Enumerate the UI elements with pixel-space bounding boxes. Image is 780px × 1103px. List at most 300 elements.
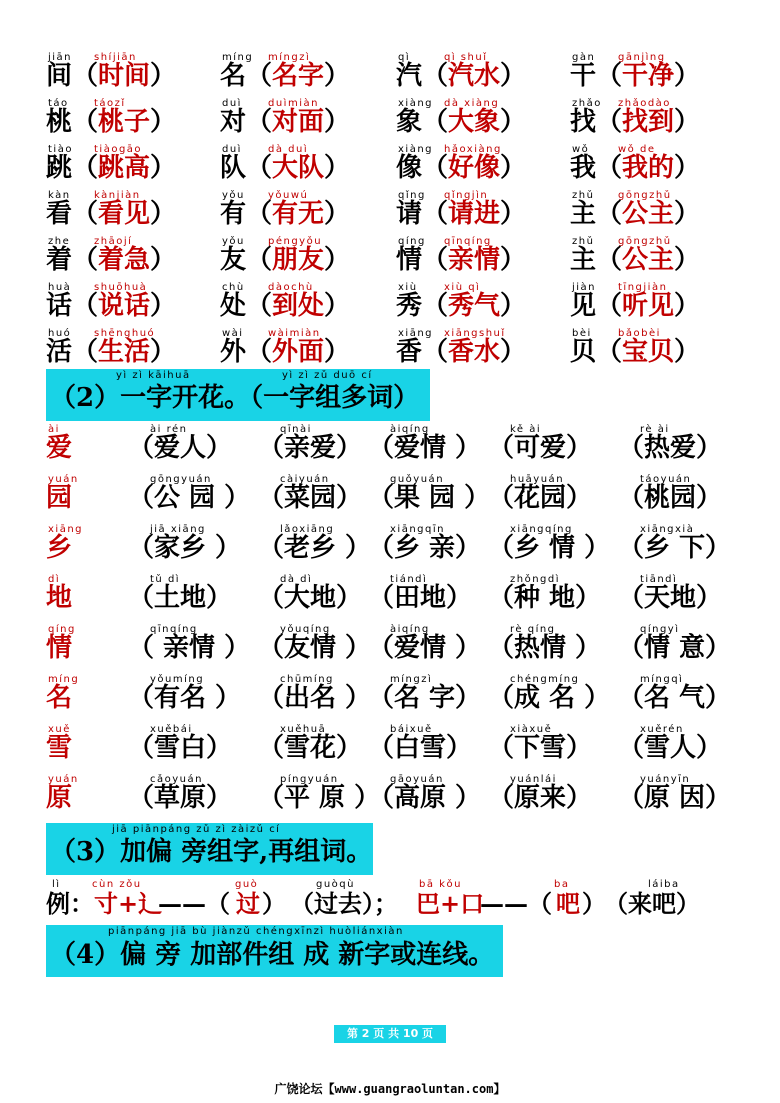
compound-pinyin: jiā xiāng	[150, 524, 206, 535]
paren-open: （	[596, 107, 623, 137]
paren-close: ）	[674, 107, 701, 137]
paren-close: ）	[324, 153, 351, 183]
word-pinyin: shēnghuó	[94, 328, 156, 339]
headword	[46, 524, 106, 568]
char: 秀	[396, 291, 423, 321]
paren-open: （	[246, 199, 273, 229]
compound-pinyin: xiāngqīn	[390, 524, 445, 535]
compound-word	[488, 674, 618, 718]
paren-open: （	[72, 107, 99, 137]
char-pinyin: wài	[222, 328, 244, 339]
word-pair	[220, 52, 395, 96]
paren-close: ）	[324, 199, 351, 229]
word	[422, 107, 526, 137]
paren-close: ）	[500, 245, 527, 275]
paren-open: （	[596, 337, 623, 367]
word-pair	[396, 98, 571, 142]
compound-pinyin: xuěrén	[640, 724, 684, 735]
compound-text: （家乡 ）	[128, 533, 242, 563]
paren-open: （	[596, 245, 623, 275]
headword	[46, 424, 106, 468]
word-pair	[46, 52, 221, 96]
compound-pinyin: cǎoyuán	[150, 774, 203, 785]
headword-char: 爱	[46, 433, 73, 463]
word-text: 到处	[272, 291, 325, 321]
compound-pinyin: xuěbái	[150, 724, 193, 735]
word-pinyin: tīngjiàn	[618, 282, 668, 293]
word	[246, 245, 350, 275]
word-pinyin: wàimiàn	[268, 328, 321, 339]
char-pinyin: xiù	[398, 282, 418, 293]
word	[246, 153, 350, 183]
compound-text: （白雪）	[368, 733, 473, 763]
word-pair	[396, 52, 571, 96]
compound-text: （草原）	[128, 783, 233, 813]
char: 贝	[570, 337, 597, 367]
word	[596, 291, 700, 321]
word-pinyin: dà xiàng	[444, 98, 500, 109]
compound-text: （雪花）	[258, 733, 363, 763]
example-parts-d: 巴+口	[416, 889, 485, 918]
compound-word	[368, 674, 498, 718]
word	[72, 199, 176, 229]
word-pair	[46, 236, 221, 280]
compound-word	[618, 474, 748, 518]
compound-pinyin: rè qíng	[510, 624, 556, 635]
word-pair	[220, 190, 395, 234]
char-pinyin: yǒu	[222, 190, 245, 201]
word-pinyin: xiù qì	[444, 282, 481, 293]
word-pinyin: hǎoxiàng	[444, 144, 502, 155]
char-pinyin: xiāng	[398, 328, 434, 339]
paren-close: ）	[500, 153, 527, 183]
word	[246, 61, 350, 91]
compound-pinyin: dà dì	[280, 574, 313, 585]
word-text: 香水	[448, 337, 501, 367]
paren-close: ）	[324, 291, 351, 321]
word	[596, 61, 700, 91]
headword	[46, 724, 106, 768]
paren-close: ）	[500, 107, 527, 137]
word-text: 对面	[272, 107, 325, 137]
compound-text: （老乡 ）	[258, 533, 372, 563]
paren-close: ）	[324, 107, 351, 137]
compound-word	[488, 774, 618, 818]
word-pair	[46, 190, 221, 234]
headword-pinyin: xuě	[48, 724, 71, 735]
compound-pinyin: chūmíng	[280, 674, 334, 685]
word-text: 朋友	[272, 245, 325, 275]
compound-word	[368, 774, 498, 818]
paren-open: （	[246, 337, 273, 367]
compound-text: （爱情 ）	[368, 433, 482, 463]
compound-word	[368, 424, 498, 468]
word-pinyin: wǒ de	[618, 144, 656, 155]
paren-open: （	[596, 199, 623, 229]
char: 情	[396, 245, 423, 275]
paren-close: ）	[150, 61, 177, 91]
paren-close: ）	[674, 245, 701, 275]
compound-text: （果 园 ）	[368, 483, 491, 513]
compound-word	[488, 524, 618, 568]
compound-pinyin: guǒyuán	[390, 474, 445, 485]
char: 看	[46, 199, 73, 229]
word	[596, 153, 700, 183]
paren-open: （	[422, 107, 449, 137]
compound-pinyin: míngqì	[640, 674, 684, 685]
paren-close: ）	[674, 291, 701, 321]
word	[72, 291, 176, 321]
compound-text: （友情 ）	[258, 633, 372, 663]
compound-text: （平 原 ）	[258, 783, 381, 813]
word-pinyin: dàochù	[268, 282, 314, 293]
headword-pinyin: ài	[48, 424, 60, 435]
word-pinyin: péngyǒu	[268, 236, 323, 247]
word-pinyin: táozǐ	[94, 98, 126, 109]
headword-pinyin: dì	[48, 574, 61, 585]
compound-text: （雪白）	[128, 733, 233, 763]
example-parts-a: 寸+辶	[94, 889, 163, 918]
paren-close: ）	[324, 245, 351, 275]
compound-pinyin: kě ài	[510, 424, 542, 435]
word-pinyin: gānjìng	[618, 52, 666, 63]
compound-word	[618, 624, 748, 668]
char: 我	[570, 153, 597, 183]
compound-word	[128, 474, 258, 518]
word	[422, 199, 526, 229]
footer	[0, 1080, 780, 1097]
char-pinyin: zhǔ	[572, 190, 595, 201]
compound-text: （有名 ）	[128, 683, 242, 713]
paren-close: ）	[674, 153, 701, 183]
compound-text: （乡 亲）	[368, 533, 482, 563]
word-pair	[220, 282, 395, 326]
word-pinyin: dà duì	[268, 144, 309, 155]
compound-word	[488, 424, 618, 468]
word-pinyin: tiàogāo	[94, 144, 143, 155]
word-text: 看见	[98, 199, 151, 229]
word-pinyin: shuōhuà	[94, 282, 148, 293]
example-result-b: 过	[236, 889, 260, 918]
headword-pinyin: xiāng	[48, 524, 84, 535]
compound-pinyin: lǎoxiāng	[280, 524, 335, 535]
word-text: 汽水	[448, 61, 501, 91]
section2-title-band	[46, 369, 430, 421]
compound-text: （情 意）	[618, 633, 732, 663]
word-text: 听见	[622, 291, 675, 321]
compound-word	[488, 474, 618, 518]
headword-char: 乡	[46, 533, 73, 563]
word-pair	[46, 144, 221, 188]
char: 香	[396, 337, 423, 367]
word-pinyin: qì shuǐ	[444, 52, 488, 63]
compound-pinyin: qīnài	[280, 424, 312, 435]
char-pinyin: qǐng	[398, 190, 426, 201]
word-pinyin: zhāojí	[94, 236, 133, 247]
word-pinyin: qīnqíng	[444, 236, 492, 247]
compound-pinyin: yǒuqíng	[280, 624, 331, 635]
char-pinyin: táo	[48, 98, 69, 109]
paren-close: ）	[150, 107, 177, 137]
paren-close: ）	[674, 199, 701, 229]
word-text: 跳高	[98, 153, 151, 183]
word	[246, 337, 350, 367]
paren-open: （	[246, 291, 273, 321]
paren-close: ）	[500, 61, 527, 91]
word	[72, 245, 176, 275]
compound-pinyin: tiándì	[390, 574, 428, 585]
example-word-c: （过去）；	[290, 889, 398, 918]
char-pinyin: huà	[48, 282, 72, 293]
section3-title: （3）加偏 旁组字,再组词。	[50, 837, 373, 867]
compound-text: （亲爱）	[258, 433, 363, 463]
example-pinyin-d: bā kǒu	[419, 879, 462, 890]
compound-text: （下雪）	[488, 733, 593, 763]
word-pair	[220, 144, 395, 188]
char-pinyin: zhe	[48, 236, 71, 247]
char: 找	[570, 107, 597, 137]
paren-close: ）	[150, 337, 177, 367]
compound-word	[128, 574, 258, 618]
compound-pinyin: gāoyuán	[390, 774, 444, 785]
paren-close: ）	[150, 153, 177, 183]
paren-open: （	[596, 61, 623, 91]
compound-text: （出名 ）	[258, 683, 372, 713]
section3-title-band	[46, 823, 373, 875]
section4-title-band	[46, 925, 503, 977]
word-text: 秀气	[448, 291, 501, 321]
paren-close: ）	[150, 245, 177, 275]
compound-pinyin: yǒumíng	[150, 674, 205, 685]
example-close-1: ）	[262, 889, 286, 918]
example-dash-2: ——（	[480, 889, 552, 918]
compound-text: （ 亲情 ）	[128, 633, 251, 663]
char-pinyin: bèi	[572, 328, 592, 339]
word-text: 公主	[622, 199, 675, 229]
word-pinyin: gōngzhǔ	[618, 236, 672, 247]
footer-url[interactable]: www.guangraoluntan.com	[334, 1082, 494, 1096]
word	[596, 107, 700, 137]
headword-char: 名	[46, 683, 73, 713]
compound-text: （高原 ）	[368, 783, 482, 813]
paren-open: （	[72, 199, 99, 229]
compound-word	[368, 474, 498, 518]
char-pinyin: huó	[48, 328, 72, 339]
paren-close: ）	[324, 61, 351, 91]
compound-text: （名 气）	[618, 683, 732, 713]
char: 名	[220, 61, 247, 91]
compound-text: （爱情 ）	[368, 633, 482, 663]
word	[596, 337, 700, 367]
example-word-f: （来吧）	[604, 889, 700, 918]
char: 请	[396, 199, 423, 229]
word	[422, 291, 526, 321]
word-text: 大队	[272, 153, 325, 183]
section3-title-pinyin: jiā piānpáng zǔ zì zàizǔ cí	[112, 824, 281, 835]
paren-open: （	[422, 61, 449, 91]
paren-open: （	[72, 153, 99, 183]
compound-text: （成 名 ）	[488, 683, 611, 713]
compound-text: （乡 情 ）	[488, 533, 611, 563]
word	[596, 245, 700, 275]
paren-open: （	[422, 153, 449, 183]
compound-text: （名 字）	[368, 683, 482, 713]
char-pinyin: xiàng	[398, 144, 434, 155]
footer-end: 】	[493, 1082, 506, 1096]
word-pair	[570, 52, 745, 96]
compound-pinyin: báixuě	[390, 724, 433, 735]
example-pinyin-f: láiba	[648, 879, 680, 890]
paren-open: （	[422, 291, 449, 321]
compound-text: （爱人）	[128, 433, 233, 463]
char: 主	[570, 199, 597, 229]
char: 队	[220, 153, 247, 183]
compound-pinyin: rè ài	[640, 424, 670, 435]
paren-open: （	[422, 337, 449, 367]
char-pinyin: chù	[222, 282, 245, 293]
char: 像	[396, 153, 423, 183]
compound-word	[128, 774, 258, 818]
example-label: 例：	[46, 889, 94, 918]
compound-text: （大地）	[258, 583, 363, 613]
headword-pinyin: yuán	[48, 474, 79, 485]
footer-site: 广饶论坛【	[274, 1082, 335, 1096]
compound-word	[618, 724, 748, 768]
headword-pinyin: qíng	[48, 624, 76, 635]
headword	[46, 674, 106, 718]
word-pair	[570, 144, 745, 188]
compound-word	[618, 524, 748, 568]
char: 处	[220, 291, 247, 321]
word-pinyin: shíjiān	[94, 52, 137, 63]
compound-word	[128, 624, 258, 668]
compound-word	[128, 724, 258, 768]
compound-pinyin: yuánlái	[510, 774, 557, 785]
char: 有	[220, 199, 247, 229]
compound-word	[618, 674, 748, 718]
paren-open: （	[596, 153, 623, 183]
char: 活	[46, 337, 73, 367]
compound-word	[368, 724, 498, 768]
example-dash-1: ——（	[158, 889, 230, 918]
compound-text: （原来）	[488, 783, 593, 813]
headword	[46, 474, 106, 518]
word-text: 名字	[272, 61, 325, 91]
headword-char: 地	[46, 583, 73, 613]
compound-pinyin: tǔ dì	[150, 574, 181, 585]
compound-word	[488, 574, 618, 618]
compound-pinyin: qīnqíng	[150, 624, 198, 635]
compound-pinyin: àiqíng	[390, 624, 430, 635]
compound-word	[128, 424, 258, 468]
compound-word	[618, 424, 748, 468]
word-pair	[46, 98, 221, 142]
char: 干	[570, 61, 597, 91]
compound-text: （天地）	[618, 583, 723, 613]
char: 间	[46, 61, 73, 91]
paren-close: ）	[324, 337, 351, 367]
paren-open: （	[72, 337, 99, 367]
word-text: 生活	[98, 337, 151, 367]
word	[246, 107, 350, 137]
headword-pinyin: yuán	[48, 774, 79, 785]
word-pair	[396, 190, 571, 234]
word-pinyin: kànjiàn	[94, 190, 141, 201]
word-pair	[46, 328, 221, 372]
paren-close: ）	[150, 291, 177, 321]
word-pair	[396, 282, 571, 326]
word-pair	[220, 236, 395, 280]
compound-word	[368, 524, 498, 568]
section2-title-pinyin-a: yì zì kāihuā	[116, 370, 191, 381]
word-pinyin: yǒuwú	[268, 190, 309, 201]
char-pinyin: jiān	[48, 52, 73, 63]
word	[422, 245, 526, 275]
char-pinyin: qíng	[398, 236, 426, 247]
char-pinyin: tiào	[48, 144, 73, 155]
compound-text: （桃园）	[618, 483, 723, 513]
word-pair	[46, 282, 221, 326]
compound-text: （种 地）	[488, 583, 602, 613]
paren-close: ）	[500, 199, 527, 229]
compound-pinyin: qíngyì	[640, 624, 680, 635]
word	[72, 61, 176, 91]
page-indicator: 第 2 页 共 10 页	[334, 1025, 446, 1043]
example-pinyin-b: guò	[235, 879, 259, 890]
word-text: 宝贝	[622, 337, 675, 367]
word-text: 请进	[448, 199, 501, 229]
char-pinyin: zhǎo	[572, 98, 602, 109]
paren-open: （	[596, 291, 623, 321]
paren-close: ）	[674, 61, 701, 91]
compound-word	[368, 574, 498, 618]
char-pinyin: duì	[222, 98, 242, 109]
char: 主	[570, 245, 597, 275]
example-pinyin-e: ba	[554, 879, 570, 890]
compound-pinyin: táoyuán	[640, 474, 692, 485]
word	[246, 291, 350, 321]
compound-text: （可爱）	[488, 433, 593, 463]
word	[72, 153, 176, 183]
compound-pinyin: huāyuán	[510, 474, 565, 485]
compound-text: （菜园）	[258, 483, 363, 513]
compound-pinyin: xiāngxià	[640, 524, 695, 535]
char-pinyin: qì	[398, 52, 411, 63]
word-pair	[220, 98, 395, 142]
compound-text: （热情 ）	[488, 633, 602, 663]
paren-close: ）	[500, 337, 527, 367]
word-text: 公主	[622, 245, 675, 275]
compound-text: （田地）	[368, 583, 473, 613]
char: 见	[570, 291, 597, 321]
char: 着	[46, 245, 73, 275]
compound-text: （花园）	[488, 483, 593, 513]
word-pinyin: xiāngshuǐ	[444, 328, 506, 339]
compound-pinyin: píngyuán	[280, 774, 339, 785]
char: 象	[396, 107, 423, 137]
char: 友	[220, 245, 247, 275]
compound-word	[488, 624, 618, 668]
compound-text: （土地）	[128, 583, 233, 613]
char-pinyin: míng	[222, 52, 254, 63]
word	[422, 153, 526, 183]
paren-open: （	[72, 245, 99, 275]
compound-pinyin: gōngyuán	[150, 474, 212, 485]
paren-open: （	[246, 245, 273, 275]
compound-text: （热爱）	[618, 433, 723, 463]
paren-open: （	[72, 61, 99, 91]
word-pinyin: qǐngjìn	[444, 190, 489, 201]
